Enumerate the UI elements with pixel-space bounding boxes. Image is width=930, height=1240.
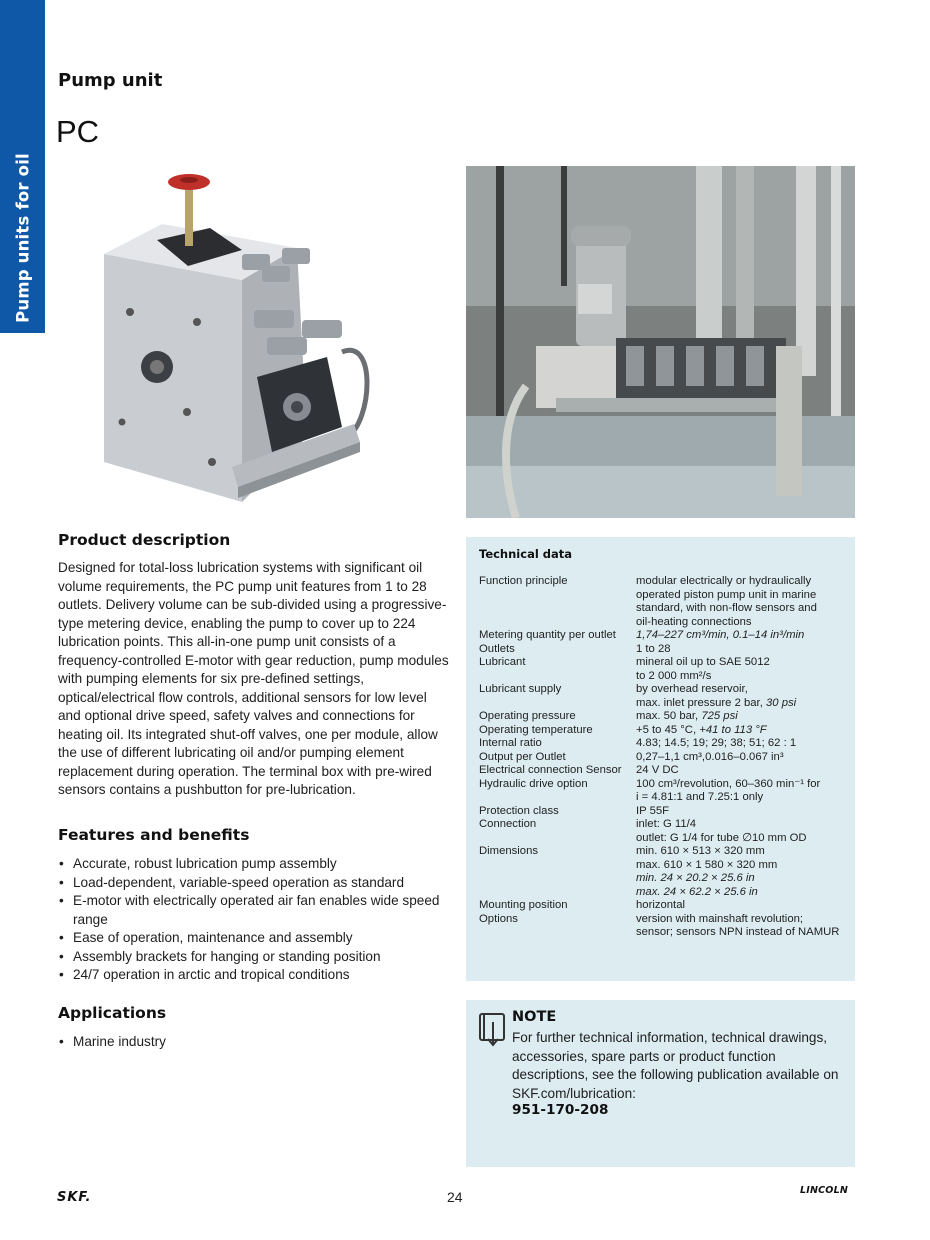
technical-data-value-text: 24 V DC bbox=[636, 764, 679, 776]
technical-data-value-text: max. 50 bar, bbox=[636, 710, 702, 722]
technical-data-key: Electrical connection Sensor bbox=[479, 764, 622, 776]
technical-data-value-text: by overhead reservoir, bbox=[636, 683, 748, 695]
technical-data-value-text: 100 cm³/revolution, 60–360 min⁻¹ for bbox=[636, 777, 821, 790]
features-list bbox=[58, 855, 453, 985]
technical-data-value bbox=[636, 778, 849, 805]
technical-data-key: Hydraulic drive option bbox=[479, 777, 588, 790]
technical-data-value-line bbox=[636, 886, 849, 900]
technical-data-value bbox=[636, 629, 849, 643]
technical-data-value-text: standard, with non-flow sensors and bbox=[636, 602, 817, 614]
technical-data-value-text: inlet: G 11/4 bbox=[636, 818, 697, 830]
technical-data-value-line bbox=[636, 926, 849, 940]
technical-data-value-imperial: 725 psi bbox=[701, 710, 738, 722]
technical-data-value-line bbox=[636, 859, 849, 873]
technical-data-row bbox=[479, 656, 849, 683]
technical-data-value-text: i = 4.81:1 and 7.25:1 only bbox=[636, 791, 764, 803]
technical-data-value-line bbox=[636, 616, 849, 630]
technical-data-value-line bbox=[636, 670, 849, 684]
lincoln-logo-text: LINCOLN bbox=[800, 1185, 848, 1196]
note-title: NOTE bbox=[512, 1009, 557, 1025]
technical-data-value-line bbox=[636, 805, 849, 819]
technical-data-value-imperial: +41 to 113 °F bbox=[699, 723, 767, 736]
technical-data-table bbox=[479, 575, 849, 940]
technical-data-value-line bbox=[636, 589, 849, 603]
technical-data-value-text: operated piston pump unit in marine bbox=[636, 588, 817, 601]
technical-data-value-line bbox=[636, 845, 849, 859]
technical-data-value-line bbox=[636, 629, 849, 643]
technical-data-value bbox=[636, 656, 849, 683]
technical-data-value bbox=[636, 913, 849, 940]
installation-photo bbox=[466, 166, 855, 518]
technical-data-value-line bbox=[636, 913, 849, 927]
technical-data-value-line bbox=[636, 778, 849, 792]
page-number: 24 bbox=[447, 1189, 463, 1205]
technical-data-value-text: horizontal bbox=[636, 899, 685, 911]
technical-data-value-text: version with mainshaft revolution; bbox=[636, 912, 804, 925]
technical-data-row bbox=[479, 751, 849, 765]
technical-data-value-line bbox=[636, 818, 849, 832]
feature-item: • 24/7 operation in arctic and tropical conditions bbox=[58, 966, 453, 985]
technical-data-value-text: to 2 000 mm²/s bbox=[636, 669, 712, 682]
product-description-text: Designed for total-loss lubrication systems with significant oil volume requirements, the PC pump unit features from 1 to 28 outlets. Delivery volume can be sub-divided using a progressive-type metering device, enabling the pump to cover up to 224 lubrication points. This all-in-one pump unit consists of a frequency-controlled E-motor with gear reduction, pump modules with pumping elements for six pre-defined settings, optical/electrical flow controls, additional sensors for low level and optional drive speed, safety valves and connections for heating oil. Its integrated shut-off valves, one per module, allow the use of different lubricating oil and/or pumping element replacement during operation. The terminal box with pre-wired sensors contains a pushbutton for pre-lubrication. bbox=[58, 560, 449, 797]
technical-data-key: Lubricant bbox=[479, 656, 526, 668]
skf-logo: SKF. bbox=[57, 1190, 92, 1205]
technical-data-value-text: max. 610 × 1 580 × 320 mm bbox=[636, 858, 778, 871]
side-tab-label: Pump units for oil bbox=[13, 153, 32, 323]
technical-data-key: Operating pressure bbox=[479, 710, 576, 722]
technical-data-row bbox=[479, 805, 849, 819]
technical-data-value-line bbox=[636, 899, 849, 913]
technical-data-value-text: min. 24 × 20.2 × 25.6 in bbox=[636, 872, 755, 884]
technical-data-value-line bbox=[636, 764, 849, 778]
feature-item: • Ease of operation, maintenance and assembly bbox=[58, 929, 453, 948]
technical-data-value-line bbox=[636, 697, 849, 711]
applications-heading: Applications bbox=[58, 1004, 167, 1022]
technical-data-row bbox=[479, 724, 849, 738]
application-item: • Marine industry bbox=[58, 1033, 453, 1052]
technical-data-value bbox=[636, 805, 849, 819]
technical-data-row bbox=[479, 778, 849, 805]
technical-data-value-imperial: 30 psi bbox=[765, 696, 797, 709]
technical-data-value-line bbox=[636, 575, 849, 589]
technical-data-heading: Technical data bbox=[479, 547, 573, 561]
technical-data-key: Mounting position bbox=[479, 899, 568, 911]
technical-data-value bbox=[636, 899, 849, 913]
technical-data-key: Dimensions bbox=[479, 845, 539, 857]
technical-data-row bbox=[479, 683, 849, 710]
technical-data-key: Connection bbox=[479, 818, 537, 830]
side-tab-label-wrap bbox=[0, 0, 45, 333]
technical-data-value-line bbox=[636, 872, 849, 886]
technical-data-key: Protection class bbox=[479, 804, 559, 817]
technical-data-row bbox=[479, 818, 849, 845]
technical-data-value-text: modular electrically or hydraulically bbox=[636, 575, 812, 587]
note-text: For further technical information, technical drawings, accessories, spare parts or product function descriptions, see the following publication available on SKF.com/lubrication: bbox=[512, 1030, 839, 1101]
technical-data-value-line bbox=[636, 737, 849, 751]
technical-data-value-line bbox=[636, 683, 849, 697]
technical-data-row bbox=[479, 764, 849, 778]
technical-data-value bbox=[636, 751, 849, 765]
product-description-heading: Product description bbox=[58, 531, 231, 549]
technical-data-key: Metering quantity per outlet bbox=[479, 629, 616, 641]
technical-data-value-line bbox=[636, 832, 849, 846]
technical-data-value bbox=[636, 764, 849, 778]
technical-data-key: Lubricant supply bbox=[479, 683, 562, 695]
technical-data-row bbox=[479, 913, 849, 940]
technical-data-value-line bbox=[636, 710, 849, 724]
technical-data-row bbox=[479, 845, 849, 899]
technical-data-value-line bbox=[636, 656, 849, 670]
technical-data-value-text: +5 to 45 °C, bbox=[636, 723, 700, 736]
pump-unit-image bbox=[92, 162, 382, 520]
technical-data-value-line bbox=[636, 791, 849, 805]
feature-item: • E-motor with electrically operated air fan enables wide speed range bbox=[58, 892, 453, 929]
technical-data-value-line bbox=[636, 602, 849, 616]
note-book-icon bbox=[478, 1012, 508, 1048]
features-heading: Features and benefits bbox=[58, 826, 250, 844]
technical-data-value-line bbox=[636, 751, 849, 765]
technical-data-key: Function principle bbox=[479, 575, 568, 587]
feature-item: • Assembly brackets for hanging or standing position bbox=[58, 948, 453, 967]
technical-data-row bbox=[479, 899, 849, 913]
lincoln-logo bbox=[800, 1184, 852, 1204]
technical-data-value-text: mineral oil up to SAE 5012 bbox=[636, 656, 770, 668]
technical-data-value-text: max. 24 × 62.2 × 25.6 in bbox=[636, 885, 758, 898]
technical-data-value-text: IP 55F bbox=[636, 804, 670, 817]
technical-data-key: Operating temperature bbox=[479, 723, 593, 736]
technical-data-key: Internal ratio bbox=[479, 737, 542, 749]
technical-data-value-text: outlet: G 1/4 for tube ∅10 mm OD bbox=[636, 831, 807, 844]
technical-data-row bbox=[479, 643, 849, 657]
technical-data-key: Outlets bbox=[479, 642, 515, 655]
technical-data-row bbox=[479, 575, 849, 629]
technical-data-value-text: 0,27–1,1 cm³,0.016–0.067 in³ bbox=[636, 750, 784, 763]
technical-data-value-text: min. 610 × 513 × 320 mm bbox=[636, 845, 765, 857]
technical-data-value bbox=[636, 643, 849, 657]
note-publication-number: 951-170-208 bbox=[512, 1102, 609, 1118]
technical-data-value bbox=[636, 818, 849, 845]
technical-data-value-text: 1 to 28 bbox=[636, 642, 671, 655]
doc-title: PC bbox=[56, 114, 100, 149]
technical-data-value bbox=[636, 724, 849, 738]
applications-list bbox=[58, 1033, 453, 1052]
doc-category: Pump unit bbox=[58, 70, 163, 91]
technical-data-value-line bbox=[636, 643, 849, 657]
technical-data-value-line bbox=[636, 724, 849, 738]
technical-data-value-text: sensor; sensors NPN instead of NAMUR bbox=[636, 926, 840, 938]
technical-data-row bbox=[479, 710, 849, 724]
technical-data-row bbox=[479, 737, 849, 751]
technical-data-value bbox=[636, 575, 849, 629]
technical-data-key: Output per Outlet bbox=[479, 750, 566, 763]
technical-data-value-text: max. inlet pressure 2 bar, bbox=[636, 696, 766, 709]
technical-data-value bbox=[636, 710, 849, 724]
feature-item: • Load-dependent, variable-speed operation as standard bbox=[58, 874, 453, 893]
technical-data-key: Options bbox=[479, 912, 518, 925]
feature-item: • Accurate, robust lubrication pump assembly bbox=[58, 855, 453, 874]
technical-data-value bbox=[636, 737, 849, 751]
technical-data-value bbox=[636, 845, 849, 899]
technical-data-value-text: oil-heating connections bbox=[636, 615, 752, 628]
technical-data-value bbox=[636, 683, 849, 710]
technical-data-value-text: 1,74–227 cm³/min, 0.1–14 in³/min bbox=[636, 629, 805, 641]
technical-data-row bbox=[479, 629, 849, 643]
technical-data-value-text: 4.83; 14.5; 19; 29; 38; 51; 62 : 1 bbox=[636, 737, 797, 749]
